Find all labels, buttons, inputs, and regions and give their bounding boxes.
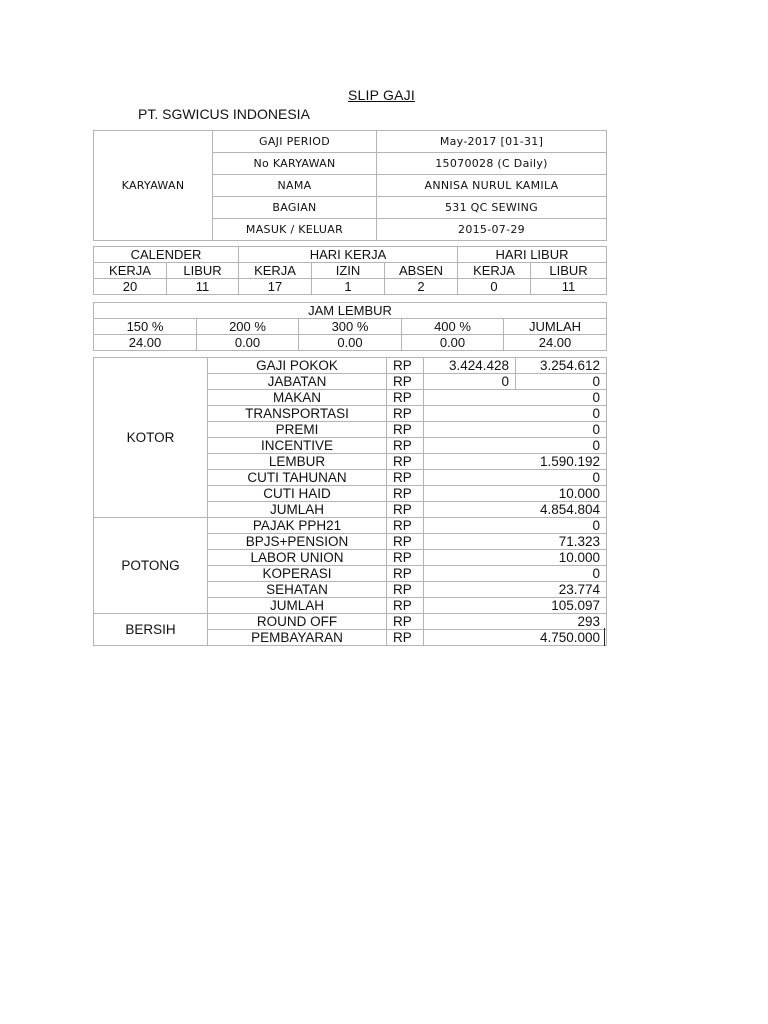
- overtime-title-row: [94, 303, 607, 319]
- salary-value: 293: [424, 614, 607, 630]
- salary-item: JUMLAH: [208, 598, 387, 614]
- section-label-bersih: BERSIH: [94, 614, 208, 646]
- overtime-header: 400 %: [402, 319, 504, 335]
- currency-label: RP: [387, 630, 424, 646]
- overtime-table: [93, 302, 607, 351]
- attendance-group-header: HARI LIBUR: [458, 247, 607, 263]
- salary-item: JUMLAH: [208, 502, 387, 518]
- salary-item: GAJI POKOK: [208, 358, 387, 374]
- currency-label: RP: [387, 518, 424, 534]
- currency-label: RP: [387, 422, 424, 438]
- salary-base-value: 0: [424, 374, 516, 390]
- employee-field-value: 2015-07-29: [377, 219, 607, 241]
- salary-item: JABATAN: [208, 374, 387, 390]
- overtime-title: JAM LEMBUR: [94, 303, 607, 319]
- salary-item: SEHATAN: [208, 582, 387, 598]
- attendance-table: [93, 246, 607, 295]
- employee-field-value: ANNISA NURUL KAMILA: [377, 175, 607, 197]
- salary-item: CUTI TAHUNAN: [208, 470, 387, 486]
- attendance-group-header: CALENDER: [94, 247, 239, 263]
- salary-item: CUTI HAID: [208, 486, 387, 502]
- currency-label: RP: [387, 502, 424, 518]
- overtime-header: JUMLAH: [504, 319, 607, 335]
- overtime-header: 150 %: [94, 319, 197, 335]
- salary-item: KOPERASI: [208, 566, 387, 582]
- currency-label: RP: [387, 534, 424, 550]
- salary-value: 105.097: [424, 598, 607, 614]
- attendance-header-row: [94, 263, 607, 279]
- salary-value: 0: [424, 406, 607, 422]
- salary-value: 0: [424, 470, 607, 486]
- attendance-value: 2: [385, 279, 458, 295]
- attendance-group-row: [94, 247, 607, 263]
- employee-field-value: 531 QC SEWING: [377, 197, 607, 219]
- attendance-value: 20: [94, 279, 167, 295]
- employee-section-label: KARYAWAN: [94, 131, 213, 241]
- attendance-value-row: [94, 279, 607, 295]
- currency-label: RP: [387, 614, 424, 630]
- salary-value: 0: [424, 438, 607, 454]
- attendance-header: ABSEN: [385, 263, 458, 279]
- section-label-potong: POTONG: [94, 518, 208, 614]
- overtime-header-row: [94, 319, 607, 335]
- section-label-kotor: KOTOR: [94, 358, 208, 518]
- salary-value: 0: [424, 566, 607, 582]
- salary-item: BPJS+PENSION: [208, 534, 387, 550]
- salary-value: 23.774: [424, 582, 607, 598]
- overtime-value: 24.00: [504, 335, 607, 351]
- slip-title: SLIP GAJI: [348, 87, 415, 103]
- salary-value: 71.323: [424, 534, 607, 550]
- currency-label: RP: [387, 390, 424, 406]
- attendance-header: KERJA: [94, 263, 167, 279]
- salary-value: 10.000: [424, 550, 607, 566]
- overtime-value: 24.00: [94, 335, 197, 351]
- salary-row: [94, 358, 607, 374]
- salary-value: 0: [516, 374, 607, 390]
- attendance-header: LIBUR: [531, 263, 607, 279]
- salary-value: 0: [424, 422, 607, 438]
- salary-row: [94, 518, 607, 534]
- overtime-value-row: [94, 335, 607, 351]
- currency-label: RP: [387, 582, 424, 598]
- salary-table: [93, 357, 607, 646]
- employee-field-label: MASUK / KELUAR: [213, 219, 377, 241]
- currency-label: RP: [387, 598, 424, 614]
- employee-field-value: 15070028 (C Daily): [377, 153, 607, 175]
- currency-label: RP: [387, 358, 424, 374]
- salary-item: PREMI: [208, 422, 387, 438]
- salary-value: 10.000: [424, 486, 607, 502]
- attendance-value: 0: [458, 279, 531, 295]
- salary-value: 4.854.804: [424, 502, 607, 518]
- attendance-header: IZIN: [312, 263, 385, 279]
- attendance-header: KERJA: [458, 263, 531, 279]
- overtime-value: 0.00: [299, 335, 402, 351]
- overtime-value: 0.00: [197, 335, 299, 351]
- currency-label: RP: [387, 550, 424, 566]
- currency-label: RP: [387, 486, 424, 502]
- salary-value: 1.590.192: [424, 454, 607, 470]
- salary-item: LEMBUR: [208, 454, 387, 470]
- overtime-header: 300 %: [299, 319, 402, 335]
- attendance-value: 1: [312, 279, 385, 295]
- salary-item: PEMBAYARAN: [208, 630, 387, 646]
- currency-label: RP: [387, 374, 424, 390]
- attendance-header: LIBUR: [167, 263, 239, 279]
- company-name: PT. SGWICUS INDONESIA: [138, 106, 310, 122]
- overtime-value: 0.00: [402, 335, 504, 351]
- employee-field-label: BAGIAN: [213, 197, 377, 219]
- currency-label: RP: [387, 470, 424, 486]
- attendance-group-header: HARI KERJA: [239, 247, 458, 263]
- overtime-header: 200 %: [197, 319, 299, 335]
- salary-item: MAKAN: [208, 390, 387, 406]
- employee-field-label: NAMA: [213, 175, 377, 197]
- employee-field-label: No KARYAWAN: [213, 153, 377, 175]
- currency-label: RP: [387, 566, 424, 582]
- salary-row: [94, 614, 607, 630]
- salary-value: 4.750.000: [424, 630, 607, 646]
- attendance-header: KERJA: [239, 263, 312, 279]
- salary-item: TRANSPORTASI: [208, 406, 387, 422]
- salary-value: 0: [424, 390, 607, 406]
- attendance-value: 11: [167, 279, 239, 295]
- salary-value: 0: [424, 518, 607, 534]
- salary-item: INCENTIVE: [208, 438, 387, 454]
- employee-field-label: GAJI PERIOD: [213, 131, 377, 153]
- employee-row: [94, 131, 607, 153]
- salary-item: PAJAK PPH21: [208, 518, 387, 534]
- salary-item: ROUND OFF: [208, 614, 387, 630]
- attendance-value: 11: [531, 279, 607, 295]
- employee-field-value: May-2017 [01-31]: [377, 131, 607, 153]
- table-edge-mark: [604, 628, 605, 646]
- salary-base-value: 3.424.428: [424, 358, 516, 374]
- salary-item: LABOR UNION: [208, 550, 387, 566]
- attendance-value: 17: [239, 279, 312, 295]
- currency-label: RP: [387, 454, 424, 470]
- currency-label: RP: [387, 406, 424, 422]
- currency-label: RP: [387, 438, 424, 454]
- employee-table: [93, 130, 607, 241]
- salary-value: 3.254.612: [516, 358, 607, 374]
